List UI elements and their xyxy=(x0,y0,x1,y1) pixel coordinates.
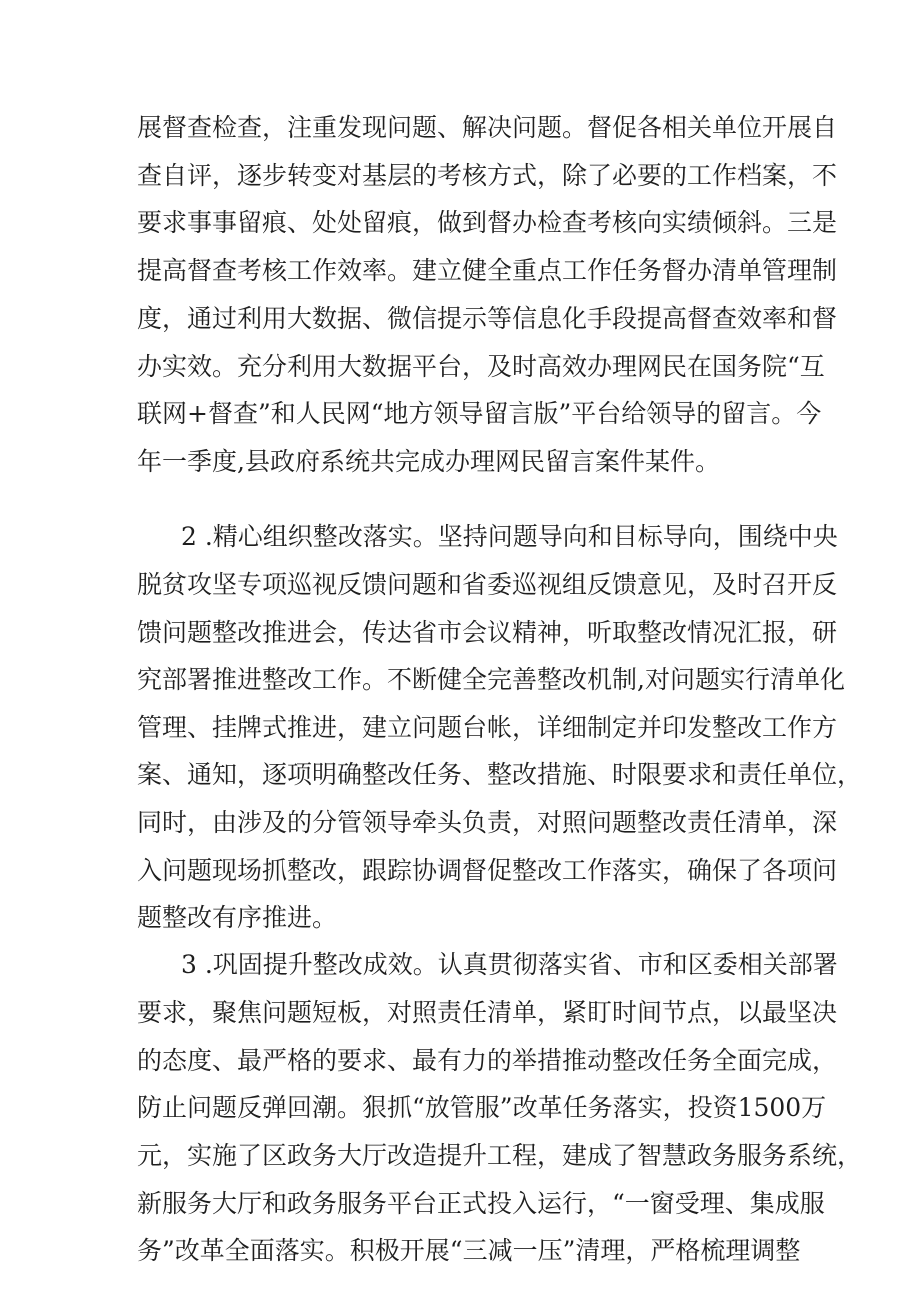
paragraph-2-line-1: 2 .精心组织整改落实。坚持问题导向和目标导向，围绕中央 xyxy=(181,522,838,551)
paragraph-3-line-4: 防止问题反弹回潮。狠抓“放管服”改革任务落实，投资1500万 xyxy=(137,1093,827,1122)
paragraph-2-line-3: 馈问题整改推进会，传达省市会议精神，听取整改情况汇报，研 xyxy=(137,618,838,647)
paragraph-1-line-2: 查自评，逐步转变对基层的考核方式，除了必要的工作档案，不 xyxy=(137,161,838,190)
paragraph-2-line-9: 题整改有序推进。 xyxy=(137,903,338,932)
paragraph-2-line-7: 同时，由涉及的分管领导牵头负责，对照问题整改责任清单，深 xyxy=(137,808,838,837)
paragraph-1-line-3: 要求事事留痕、处处留痕，做到督办检查考核向实绩倾斜。三是 xyxy=(137,208,838,237)
paragraph-2-line-6: 案、通知，逐项明确整改任务、整改措施、时限要求和责任单位， xyxy=(137,760,863,789)
paragraph-1-line-4: 提高督查考核工作效率。建立健全重点工作任务督办清单管理制 xyxy=(137,256,838,285)
paragraph-3-line-2: 要求，聚焦问题短板，对照责任清单，紧盯时间节点，以最坚决 xyxy=(137,998,838,1027)
paragraph-1-line-8: 年一季度,县政府系统共完成办理网民留言案件某件。 xyxy=(137,447,720,476)
paragraph-1-line-1: 展督查检查，注重发现问题、解决问题。督促各相关单位开展自 xyxy=(137,113,838,142)
paragraph-1-line-7: 联网+督查”和人民网“地方领导留言版”平台给领导的留言。今 xyxy=(137,399,822,428)
paragraph-2-line-8: 入问题现场抓整改，跟踪协调督促整改工作落实，确保了各项问 xyxy=(137,856,838,885)
paragraph-1-line-5: 度，通过利用大数据、微信提示等信息化手段提高督查效率和督 xyxy=(137,304,838,333)
paragraph-3-line-5: 元，实施了区政务大厅改造提升工程，建成了智慧政务服务系统， xyxy=(137,1141,863,1170)
paragraph-3-line-1: 3 .巩固提升整改成效。认真贯彻落实省、市和区委相关部署 xyxy=(181,950,838,979)
paragraph-3-line-3: 的态度、最严格的要求、最有力的举措推动整改任务全面完成， xyxy=(137,1046,838,1075)
paragraph-2-line-4: 究部署推进整改工作。不断健全完善整改机制,对问题实行清单化 xyxy=(137,665,845,694)
paragraph-2-line-5: 管理、挂牌式推进，建立问题台帐，详细制定并印发整改工作方 xyxy=(137,713,838,742)
paragraph-2-line-2: 脱贫攻坚专项巡视反馈问题和省委巡视组反馈意见，及时召开反 xyxy=(137,570,838,599)
paragraph-3-line-7: 务”改革全面落实。积极开展“三减一压”清理，严格梳理调整 xyxy=(137,1236,801,1265)
paragraph-3-line-6: 新服务大厅和政务服务平台正式投入运行，“一窗受理、集成服 xyxy=(137,1189,825,1218)
paragraph-1-line-6: 办实效。充分利用大数据平台，及时高效办理网民在国务院“互 xyxy=(137,352,825,381)
